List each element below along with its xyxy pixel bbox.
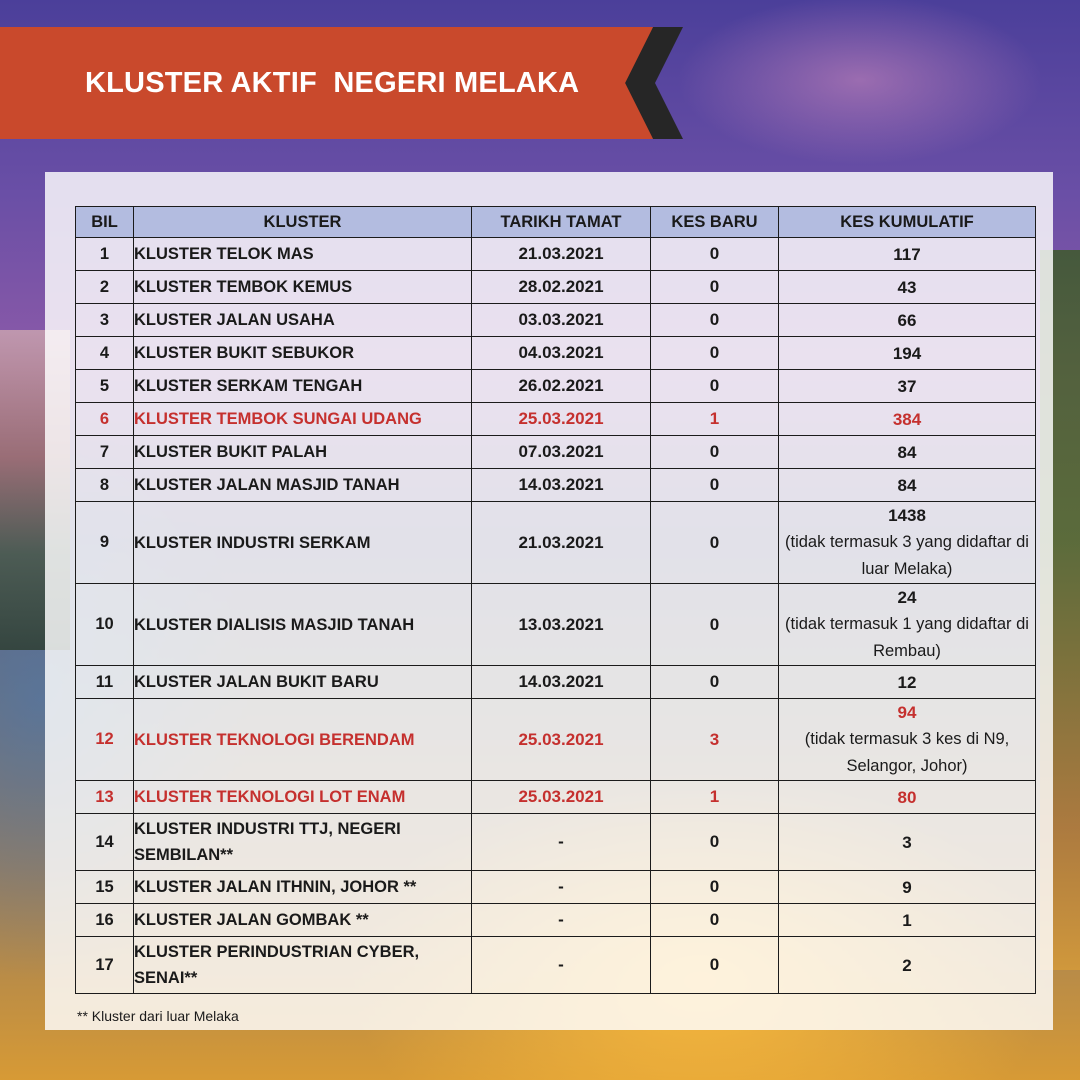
cell-tarikh-tamat: - bbox=[472, 937, 651, 994]
cumulative-value: 94 bbox=[897, 703, 917, 722]
cell-kes-kumulatif bbox=[779, 937, 1036, 994]
cell-kluster: KLUSTER JALAN BUKIT BARU bbox=[134, 666, 472, 699]
header-bil: BIL bbox=[76, 207, 134, 238]
cluster-table bbox=[75, 206, 1036, 994]
cumulative-value: 66 bbox=[897, 310, 917, 330]
cell-bil: 7 bbox=[76, 436, 134, 469]
cell-kluster: KLUSTER TEMBOK SUNGAI UDANG bbox=[134, 403, 472, 436]
cell-bil: 17 bbox=[76, 937, 134, 994]
cell-kes-baru: 0 bbox=[651, 469, 779, 502]
header-kes-baru: KES BARU bbox=[651, 207, 779, 238]
table-row bbox=[76, 403, 1036, 436]
cell-bil: 10 bbox=[76, 584, 134, 666]
cumulative-value: 24 bbox=[897, 588, 917, 607]
cell-kes-baru: 0 bbox=[651, 814, 779, 871]
cell-kes-kumulatif bbox=[779, 271, 1036, 304]
table-row bbox=[76, 871, 1036, 904]
cell-kluster: KLUSTER PERINDUSTRIAN CYBER, SENAI** bbox=[134, 937, 472, 994]
cell-tarikh-tamat: 26.02.2021 bbox=[472, 370, 651, 403]
cell-kes-kumulatif bbox=[779, 304, 1036, 337]
cell-kes-kumulatif bbox=[779, 238, 1036, 271]
cell-kluster: KLUSTER JALAN USAHA bbox=[134, 304, 472, 337]
cell-kluster: KLUSTER TEMBOK KEMUS bbox=[134, 271, 472, 304]
cumulative-value: 2 bbox=[902, 955, 912, 975]
cumulative-value: 3 bbox=[902, 832, 912, 852]
table-row bbox=[76, 370, 1036, 403]
header-kes-kumulatif: KES KUMULATIF bbox=[779, 207, 1036, 238]
cell-kluster: KLUSTER JALAN MASJID TANAH bbox=[134, 469, 472, 502]
cell-bil: 6 bbox=[76, 403, 134, 436]
cumulative-value: 9 bbox=[902, 877, 912, 897]
cell-tarikh-tamat: 25.03.2021 bbox=[472, 781, 651, 814]
cell-tarikh-tamat: - bbox=[472, 871, 651, 904]
cell-kluster: KLUSTER TELOK MAS bbox=[134, 238, 472, 271]
cell-kes-kumulatif bbox=[779, 584, 1036, 666]
cell-kes-baru: 0 bbox=[651, 370, 779, 403]
cell-kes-baru: 0 bbox=[651, 271, 779, 304]
table-row bbox=[76, 781, 1036, 814]
cell-tarikh-tamat: 21.03.2021 bbox=[472, 502, 651, 584]
cell-kluster: KLUSTER INDUSTRI SERKAM bbox=[134, 502, 472, 584]
cumulative-note: (tidak termasuk 3 yang didaftar di luar Melaka) bbox=[785, 533, 1029, 578]
cell-kes-kumulatif bbox=[779, 502, 1036, 584]
cell-tarikh-tamat: 14.03.2021 bbox=[472, 666, 651, 699]
cumulative-value: 384 bbox=[892, 409, 922, 429]
table-row bbox=[76, 304, 1036, 337]
cumulative-value: 80 bbox=[897, 787, 917, 807]
cell-tarikh-tamat: 03.03.2021 bbox=[472, 304, 651, 337]
cell-bil: 11 bbox=[76, 666, 134, 699]
cumulative-value: 37 bbox=[897, 376, 917, 396]
cell-kes-kumulatif bbox=[779, 814, 1036, 871]
cell-kluster: KLUSTER JALAN GOMBAK ** bbox=[134, 904, 472, 937]
table-row bbox=[76, 271, 1036, 304]
cell-kes-kumulatif bbox=[779, 469, 1036, 502]
cell-tarikh-tamat: 25.03.2021 bbox=[472, 699, 651, 781]
cell-bil: 16 bbox=[76, 904, 134, 937]
table-row bbox=[76, 904, 1036, 937]
cumulative-note: (tidak termasuk 3 kes di N9, Selangor, Johor) bbox=[804, 730, 1010, 775]
table-row bbox=[76, 469, 1036, 502]
cell-kes-baru: 0 bbox=[651, 304, 779, 337]
cumulative-value: 43 bbox=[897, 277, 917, 297]
cell-kes-baru: 1 bbox=[651, 781, 779, 814]
cell-kluster: KLUSTER TEKNOLOGI LOT ENAM bbox=[134, 781, 472, 814]
cumulative-value: 84 bbox=[897, 475, 917, 495]
cell-kluster: KLUSTER JALAN ITHNIN, JOHOR ** bbox=[134, 871, 472, 904]
cell-tarikh-tamat: - bbox=[472, 814, 651, 871]
cell-kes-kumulatif bbox=[779, 403, 1036, 436]
table-row bbox=[76, 666, 1036, 699]
footnote: ** Kluster dari luar Melaka bbox=[77, 1008, 239, 1024]
cell-bil: 4 bbox=[76, 337, 134, 370]
table-row bbox=[76, 238, 1036, 271]
cell-bil: 2 bbox=[76, 271, 134, 304]
cell-kes-kumulatif bbox=[779, 781, 1036, 814]
cell-kes-baru: 1 bbox=[651, 403, 779, 436]
cell-kes-kumulatif bbox=[779, 904, 1036, 937]
cell-tarikh-tamat: 14.03.2021 bbox=[472, 469, 651, 502]
header-tarikh-tamat: TARIKH TAMAT bbox=[472, 207, 651, 238]
cell-kes-baru: 0 bbox=[651, 904, 779, 937]
cell-kluster: KLUSTER TEKNOLOGI BERENDAM bbox=[134, 699, 472, 781]
cell-kluster: KLUSTER BUKIT PALAH bbox=[134, 436, 472, 469]
cell-bil: 12 bbox=[76, 699, 134, 781]
cell-kluster: KLUSTER INDUSTRI TTJ, NEGERI SEMBILAN** bbox=[134, 814, 472, 871]
cumulative-value: 84 bbox=[897, 442, 917, 462]
cell-kes-baru: 3 bbox=[651, 699, 779, 781]
cell-tarikh-tamat: - bbox=[472, 904, 651, 937]
cell-kes-baru: 0 bbox=[651, 238, 779, 271]
table-row bbox=[76, 699, 1036, 781]
table-row bbox=[76, 814, 1036, 871]
cell-kes-baru: 0 bbox=[651, 337, 779, 370]
cell-kluster: KLUSTER SERKAM TENGAH bbox=[134, 370, 472, 403]
page-title: KLUSTER AKTIF NEGERI MELAKA bbox=[85, 67, 580, 99]
cell-kes-baru: 0 bbox=[651, 584, 779, 666]
cumulative-note: (tidak termasuk 1 yang didaftar di Rembau) bbox=[785, 615, 1029, 660]
cell-kes-baru: 0 bbox=[651, 937, 779, 994]
cell-kes-baru: 0 bbox=[651, 871, 779, 904]
header-kluster: KLUSTER bbox=[134, 207, 472, 238]
chevron-icon bbox=[625, 27, 683, 139]
cell-kes-kumulatif bbox=[779, 370, 1036, 403]
table-row bbox=[76, 337, 1036, 370]
cell-bil: 3 bbox=[76, 304, 134, 337]
cell-tarikh-tamat: 04.03.2021 bbox=[472, 337, 651, 370]
cell-bil: 5 bbox=[76, 370, 134, 403]
cell-bil: 8 bbox=[76, 469, 134, 502]
table-row bbox=[76, 584, 1036, 666]
cell-tarikh-tamat: 28.02.2021 bbox=[472, 271, 651, 304]
table-row bbox=[76, 937, 1036, 994]
cumulative-value: 1438 bbox=[888, 506, 926, 525]
cell-kes-baru: 0 bbox=[651, 502, 779, 584]
cell-kes-kumulatif bbox=[779, 337, 1036, 370]
cumulative-value: 1 bbox=[902, 910, 912, 930]
cell-kes-kumulatif bbox=[779, 699, 1036, 781]
cell-kes-kumulatif bbox=[779, 871, 1036, 904]
cell-kluster: KLUSTER BUKIT SEBUKOR bbox=[134, 337, 472, 370]
cell-kluster: KLUSTER DIALISIS MASJID TANAH bbox=[134, 584, 472, 666]
cumulative-value: 117 bbox=[893, 244, 921, 264]
cell-kes-kumulatif bbox=[779, 436, 1036, 469]
cell-tarikh-tamat: 13.03.2021 bbox=[472, 584, 651, 666]
cell-kes-baru: 0 bbox=[651, 436, 779, 469]
table-row bbox=[76, 436, 1036, 469]
cumulative-value: 12 bbox=[897, 672, 917, 692]
table-row bbox=[76, 502, 1036, 584]
cell-bil: 9 bbox=[76, 502, 134, 584]
cell-tarikh-tamat: 25.03.2021 bbox=[472, 403, 651, 436]
cumulative-value: 194 bbox=[892, 343, 922, 363]
cell-tarikh-tamat: 07.03.2021 bbox=[472, 436, 651, 469]
cell-bil: 13 bbox=[76, 781, 134, 814]
cell-tarikh-tamat: 21.03.2021 bbox=[472, 238, 651, 271]
cell-kes-kumulatif bbox=[779, 666, 1036, 699]
cell-bil: 14 bbox=[76, 814, 134, 871]
cell-kes-baru: 0 bbox=[651, 666, 779, 699]
cell-bil: 1 bbox=[76, 238, 134, 271]
table-header-row bbox=[76, 207, 1036, 238]
cell-bil: 15 bbox=[76, 871, 134, 904]
